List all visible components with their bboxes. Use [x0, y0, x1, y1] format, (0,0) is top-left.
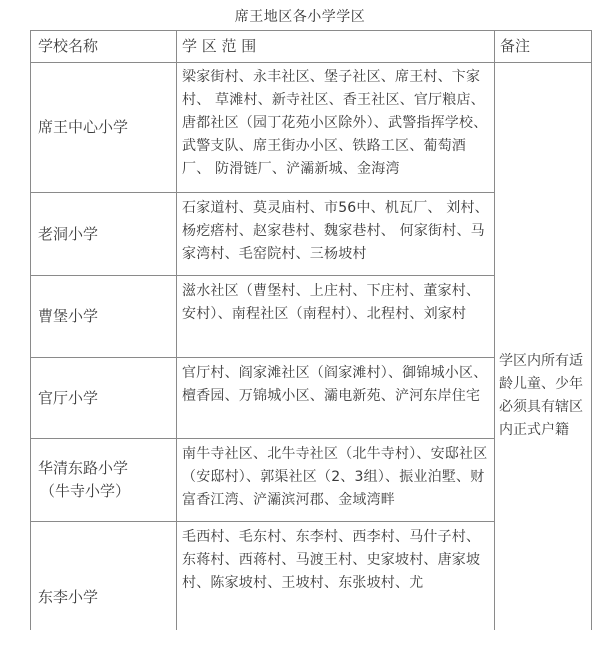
school-name: 官厅小学 — [38, 388, 99, 407]
school-name: 席王中心小学 — [38, 118, 129, 136]
table-row-school — [38, 522, 172, 672]
page-title: 席王地区各小学学区 — [234, 9, 366, 25]
table-row-school — [38, 276, 172, 357]
header-note: 备注 — [500, 37, 531, 55]
school-name: 华清东路小学 — [38, 459, 129, 477]
table-border-left — [30, 30, 31, 630]
table-row-school — [38, 63, 172, 192]
header-school: 学校名称 — [38, 37, 99, 55]
table-border-right — [591, 30, 592, 630]
school-name: 曹堡小学 — [38, 307, 99, 325]
school-name: 东李小学 — [38, 587, 99, 606]
table-border-top — [30, 30, 592, 31]
header-range: 学 区 范 围 — [182, 37, 257, 55]
table-divider-1 — [176, 30, 177, 630]
district-area: 官厅村、阎家滩社区（阎家滩村）、御锦城小区、檀香园、万锦城小区、灞电新苑、浐河东岸住宅 — [182, 365, 488, 404]
table-row-school — [38, 358, 172, 438]
district-area: 石家道村、莫灵庙村、市56中、机瓦厂、 刘村、杨疙瘩村、赵家巷村、魏家巷村、 何家街村、马家湾村、毛窑院村、三杨坡村 — [182, 200, 489, 262]
note-text: 学区内所有适龄儿童、少年必须具有辖区内正式户籍 — [499, 353, 583, 438]
district-area: 南牛寺社区、北牛寺社区（北牛寺村）、安邸社区（安邸村）、郭渠社区（2、3组）、振业泊墅、财富香江湾、浐灞滨河郡、金域湾畔 — [182, 446, 488, 508]
district-area: 毛西村、毛东村、东李村、西李村、马什子村、东蒋村、西蒋村、马渡王村、史家坡村、唐家坡村、陈家坡村、王坡村、东张坡村、尤 — [182, 529, 481, 591]
table-row-school — [38, 193, 172, 275]
table-divider-2 — [494, 30, 495, 630]
school-district-table — [0, 30, 600, 630]
table-row-school — [38, 439, 172, 521]
school-name: 老洞小学 — [38, 224, 99, 243]
district-area: 梁家街村、永丰社区、堡子社区、席王村、卞家村、 草滩村、新寺社区、香王社区、官厅粮店、唐都社区（园丁花苑小区除外）、武警指挥学校、武警支队、席王街办小区、铁路工区、葡萄酒厂、 防滑链厂、浐灞新城、金海湾 — [182, 69, 488, 177]
district-area: 滋水社区（曹堡村、上庄村、下庄村、董家村、安村）、南程社区（南程村）、北程村、刘家村 — [182, 283, 481, 322]
school-name-alias: （牛寺小学） — [40, 482, 131, 500]
